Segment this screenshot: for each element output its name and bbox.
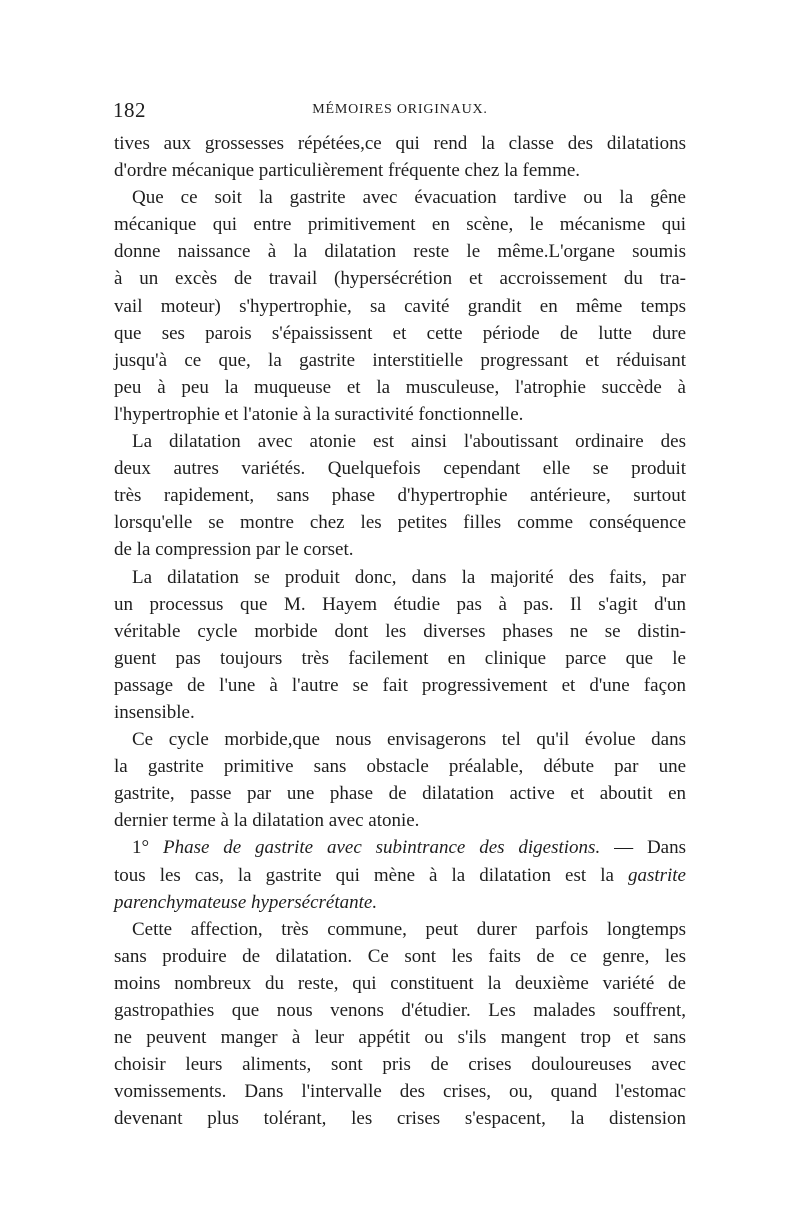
body-text bbox=[114, 130, 686, 1132]
text-line: peu à peu la muqueuse et la musculeuse, l'atrophie succède à bbox=[114, 376, 686, 398]
text-line: parenchymateuse hypersécrétante. bbox=[114, 891, 378, 913]
text-line: sans produire de dilatation. Ce sont les faits de ce genre, les bbox=[114, 945, 686, 967]
text-line: insensible. bbox=[114, 701, 195, 723]
text-line: guent pas toujours très facilement en clinique parce que le bbox=[114, 647, 686, 669]
running-title: MÉMOIRES ORIGINAUX. bbox=[312, 102, 488, 117]
text-line: d'ordre mécanique particulièrement fréquente chez la femme. bbox=[114, 160, 581, 182]
text-line: La dilatation se produit donc, dans la majorité des faits, par bbox=[132, 566, 686, 588]
text-line: vail moteur) s'hypertrophie, sa cavité grandit en même temps bbox=[114, 295, 686, 317]
text-line: deux autres variétés. Quelquefois cependant elle se produit bbox=[114, 458, 686, 480]
text-line: tous les cas, la gastrite qui mène à la dilatation est la gastrite bbox=[114, 864, 686, 886]
text-line: un processus que M. Hayem étudie pas à pas. Il s'agit d'un bbox=[114, 593, 686, 615]
section-heading: Phase de gastrite avec subintrance des digestions. bbox=[162, 837, 601, 859]
page-number: 182 bbox=[113, 98, 146, 122]
text-line: la gastrite primitive sans obstacle préalable, débute par une bbox=[114, 756, 686, 778]
text-line: mécanique qui entre primitivement en scène, le mécanisme qui bbox=[114, 214, 686, 236]
text-line: gastrite, passe par une phase de dilatation active et aboutit en bbox=[114, 783, 686, 805]
text-line: véritable cycle morbide dont les diverses phases ne se distin- bbox=[114, 620, 686, 642]
text-line: que ses parois s'épaississent et cette période de lutte dure bbox=[114, 322, 686, 344]
text-line: l'hypertrophie et l'atonie à la suractivité fonctionnelle. bbox=[114, 403, 524, 425]
text-line: dernier terme à la dilatation avec atonie. bbox=[114, 810, 420, 832]
text-line: tives aux grossesses répétées,ce qui rend la classe des dilatations bbox=[114, 133, 686, 154]
text-line: 1° Phase de gastrite avec subintrance des digestions. — Dans bbox=[132, 837, 686, 859]
text-line: passage de l'une à l'autre se fait progressivement et d'une façon bbox=[114, 674, 686, 696]
page-header bbox=[113, 98, 687, 126]
text-line: lorsqu'elle se montre chez les petites filles comme conséquence bbox=[114, 512, 686, 534]
text-line: très rapidement, sans phase d'hypertrophie antérieure, surtout bbox=[114, 485, 686, 507]
text-line: devenant plus tolérant, les crises s'espacent, la distension bbox=[114, 1108, 686, 1130]
text-line: La dilatation avec atonie est ainsi l'aboutissant ordinaire des bbox=[132, 431, 686, 453]
text-line: Cette affection, très commune, peut durer parfois longtemps bbox=[132, 918, 686, 940]
text-line: Que ce soit la gastrite avec évacuation tardive ou la gêne bbox=[132, 187, 686, 209]
text-line: donne naissance à la dilatation reste le même.L'organe soumis bbox=[114, 241, 686, 263]
text-line: Ce cycle morbide,que nous envisagerons tel qu'il évolue dans bbox=[132, 729, 686, 751]
text-line: gastropathies que nous venons d'étudier. Les malades souffrent, bbox=[114, 1000, 686, 1021]
text-line: à un excès de travail (hypersécrétion et accroissement du tra- bbox=[114, 268, 686, 290]
text-line: choisir leurs aliments, sont pris de crises douloureuses avec bbox=[114, 1054, 686, 1076]
text-line: moins nombreux du reste, qui constituent la deuxième variété de bbox=[114, 972, 686, 994]
text-line: vomissements. Dans l'intervalle des crises, ou, quand l'estomac bbox=[114, 1081, 686, 1103]
text-line: de la compression par le corset. bbox=[114, 539, 354, 561]
text-line: ne peuvent manger à leur appétit ou s'ils mangent trop et sans bbox=[114, 1027, 686, 1049]
text-line: jusqu'à ce que, la gastrite interstitielle progressant et réduisant bbox=[114, 349, 686, 371]
